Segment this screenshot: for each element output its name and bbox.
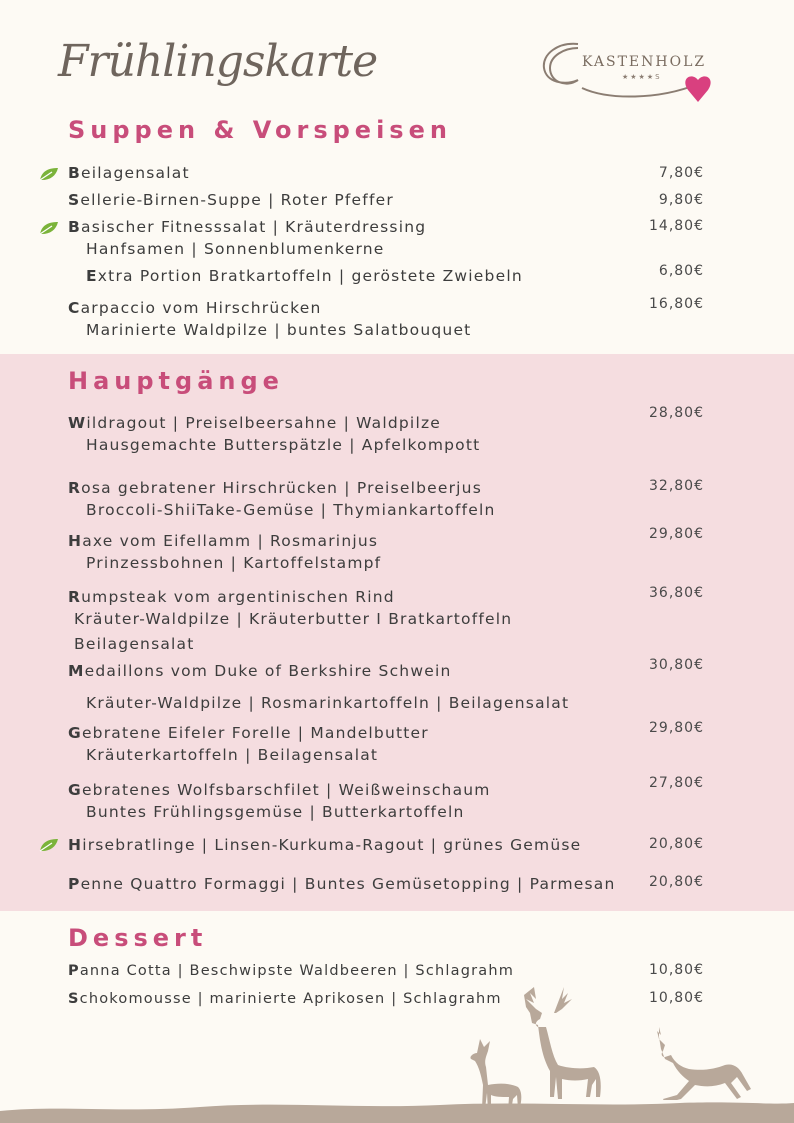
section-title-starters: Suppen & Vorspeisen xyxy=(68,116,452,144)
section-title-dessert: Dessert xyxy=(68,924,208,952)
menu-item: Basischer Fitnesssalat | Kräuterdressing Hanfsamen | Sonnenblumenkerne xyxy=(68,218,427,258)
ground-silhouette xyxy=(0,1083,794,1123)
logo xyxy=(538,38,728,108)
menu-item: Haxe vom Eifellamm | Rosmarinjus Prinzessbohnen | Kartoffelstampf xyxy=(68,532,382,572)
item-price: 20,80€ xyxy=(649,836,704,852)
menu-item: Panna Cotta | Beschwipste Waldbeeren | Schlagrahm xyxy=(68,963,515,979)
item-price: 30,80€ xyxy=(649,657,704,673)
item-price: 9,80€ xyxy=(658,192,704,208)
menu-item: Gebratenes Wolfsbarschfilet | Weißweinschaum Buntes Frühlingsgemüse | Butterkartoffeln xyxy=(68,781,491,821)
menu-item: Penne Quattro Formaggi | Buntes Gemüsetopping | Parmesan xyxy=(68,875,616,893)
menu-item: Wildragout | Preiselbeersahne | Waldpilze Hausgemachte Butterspätzle | Apfelkompott xyxy=(68,414,481,454)
vegan-leaf-icon xyxy=(38,166,60,182)
menu-item: Rosa gebratener Hirschrücken | Preiselbeerjus Broccoli-ShiiTake-Gemüse | Thymiankartoffeln xyxy=(68,479,496,519)
menu-item: Gebratene Eifeler Forelle | Mandelbutter Kräuterkartoffeln | Beilagensalat xyxy=(68,724,429,764)
item-price: 28,80€ xyxy=(649,405,704,421)
item-price: 27,80€ xyxy=(649,775,704,791)
vegan-leaf-icon xyxy=(38,220,60,236)
menu-item: Extra Portion Bratkartoffeln | geröstete Zwiebeln xyxy=(86,267,523,285)
item-price: 36,80€ xyxy=(649,585,704,601)
item-price: 10,80€ xyxy=(649,990,704,1006)
vegan-leaf-icon xyxy=(38,837,60,853)
menu-item: Carpaccio vom Hirschrücken Marinierte Waldpilze | buntes Salatbouquet xyxy=(68,299,472,339)
item-price: 10,80€ xyxy=(649,962,704,978)
item-price: 29,80€ xyxy=(649,720,704,736)
menu-item: Beilagensalat xyxy=(68,164,190,182)
item-price: 32,80€ xyxy=(649,478,704,494)
menu-item: Sellerie-Birnen-Suppe | Roter Pfeffer xyxy=(68,191,394,209)
item-price: 7,80€ xyxy=(658,165,704,181)
menu-item: Medaillons vom Duke of Berkshire Schwein Kräuter-Waldpilze | Rosmarinkartoffeln | Beilagensalat xyxy=(68,662,570,712)
menu-item: Schokomousse | marinierte Aprikosen | Schlagrahm xyxy=(68,991,502,1007)
item-price: 16,80€ xyxy=(649,296,704,312)
page-title: Frühlingskarte xyxy=(58,36,378,87)
item-price: 14,80€ xyxy=(649,218,704,234)
logo-text: KASTENHOLZ xyxy=(582,54,707,70)
menu-item: Rumpsteak vom argentinischen Rind Kräuter-Waldpilze | Kräuterbutter I Bratkartoffeln Beilagensalat xyxy=(68,588,513,653)
menu-item: Hirsebratlinge | Linsen-Kurkuma-Ragout | grünes Gemüse xyxy=(68,836,582,854)
item-price: 29,80€ xyxy=(649,526,704,542)
logo-stars: ★★★★S xyxy=(622,73,662,81)
section-title-mains: Hauptgänge xyxy=(68,367,284,395)
item-price: 20,80€ xyxy=(649,874,704,890)
item-price: 6,80€ xyxy=(658,263,704,279)
